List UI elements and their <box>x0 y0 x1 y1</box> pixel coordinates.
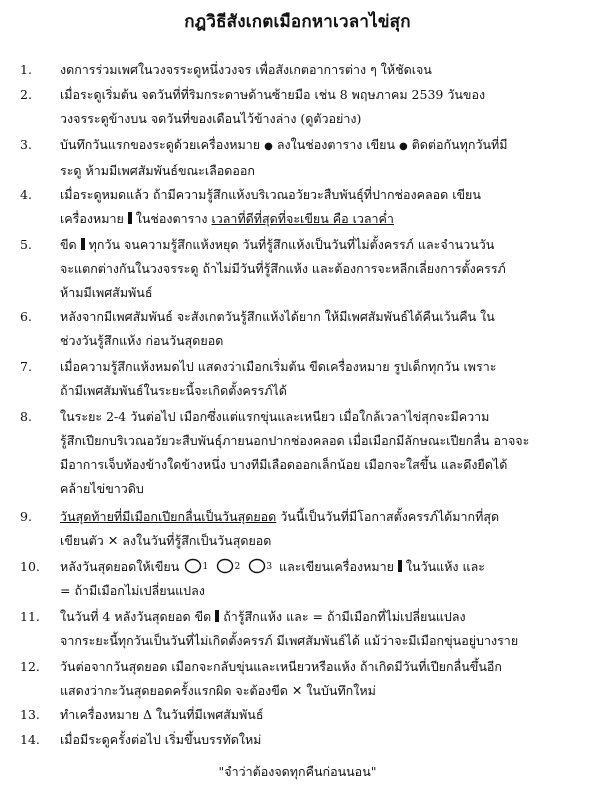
rule-text: ในระยะ 2-4 วันต่อไป เมือกซึ่งแต่แรกขุ่นและเหนียว เมื่อใกล้เวลาไข่สุกจะมีความ <box>60 409 490 424</box>
circle-subscript: 3 <box>266 562 273 572</box>
rule-number: 2. <box>20 87 32 102</box>
rule-1 <box>20 58 580 82</box>
rule-text: รู้สึกเปียกบริเวณอวัยวะสืบพันธุ์ภายนอกปากช่องคลอด เมื่อเมือกมีลักษณะเปียกลื่น อาจจะ <box>60 433 530 448</box>
rule-text: เมื่อระดูเริ่มต้น จดวันที่ที่ริมกระดาษด้านซ้ายมือ เช่น 8 พฤษภาคม 2539 วันของ <box>60 87 486 102</box>
rule-text: ลงในวันที่รู้สึกเป็นวันสุดยอด <box>122 533 272 548</box>
rule-14 <box>20 728 580 752</box>
rule-text: ในบันทึกใหม่ <box>306 683 376 698</box>
rule-text: ห้ามมีเพศสัมพันธ์ <box>60 285 153 300</box>
rule-3 <box>20 133 580 183</box>
rule-number: 14. <box>20 732 40 747</box>
rule-text: วงจรระดูข้างบน จดวันที่ของเดือนไว้ข้างล่าง (ดูตัวอย่าง) <box>60 111 362 126</box>
rule-text: วันนี้เป็นวันที่มีโอกาสตั้งครรภ์ได้มากที่สุด <box>280 509 500 524</box>
rule-text: และเขียนเครื่องหมาย <box>279 559 394 574</box>
rule-text: ในวันแห้ง และ <box>405 559 485 574</box>
rule-11 <box>20 605 580 653</box>
circle-subscript: 1 <box>202 562 209 572</box>
footer-reminder: "จำว่าต้องจดทุกคืนก่อนนอน" <box>218 764 377 779</box>
dry-bar-icon <box>128 212 132 224</box>
rule-2 <box>20 83 580 131</box>
rule-13 <box>20 703 580 727</box>
rule-text: = ถ้ามีเมือกไม่เปลี่ยนแปลง <box>60 583 205 598</box>
rule-text: จะแตกต่างกันในวงจรระดู ถ้าไม่มีวันที่รู้สึกแห้ง และต้องการจะหลีกเลี่ยงการตั้งครรภ์ <box>60 261 506 276</box>
rule-4 <box>20 183 580 231</box>
rule-text: ในวันที่ 4 หลังวันสุดยอด ขีด <box>60 609 212 624</box>
rule-number: 7. <box>20 359 32 374</box>
rule-7 <box>20 355 580 403</box>
dry-bar-icon <box>215 610 219 622</box>
rule-text: งดการร่วมเพศในวงจรระดูหนึ่งวงจร เพื่อสังเกตอาการต่าง ๆ ให้ชัดเจน <box>60 62 432 77</box>
rule-text-underlined: เวลาที่ดีที่สุดที่จะเขียน คือ เวลาค่ำ <box>211 211 394 226</box>
rule-text: เมื่อระดูหมดแล้ว ถ้ามีความรู้สึกแห้งบริเวณอวัยวะสืบพันธุ์ที่ปากช่องคลอด เขียน <box>60 187 481 202</box>
rule-number: 4. <box>20 187 32 202</box>
rule-text: ทำเครื่องหมาย <box>60 707 140 722</box>
rule-text: เครื่องหมาย <box>60 211 124 226</box>
rule-number: 9. <box>20 509 32 524</box>
rule-text: เมื่อมีระดูครั้งต่อไป เริ่มขึ้นบรรทัดใหม่ <box>60 732 262 747</box>
triangle-symbol-icon: Δ <box>143 707 153 722</box>
dry-bar-icon <box>398 560 402 572</box>
rule-number: 10. <box>20 559 40 574</box>
rule-text: ระดู ห้ามมีเพศสัมพันธ์ขณะเลือดออก <box>60 163 255 178</box>
dot-symbol-icon: ● <box>264 141 273 152</box>
rule-number: 1. <box>20 62 32 77</box>
rule-text: ในวันที่มีเพศสัมพันธ์ <box>156 707 264 722</box>
rule-text: แสดงว่ากะวันสุดยอดครั้งแรกผิด จะต้องขีด <box>60 683 288 698</box>
rule-text: ทุกวัน จนความรู้สึกแห้งหยุด วันที่รู้สึกแห้งเป็นวันที่ไม่ตั้งครรภ์ และจำนวนวัน <box>88 237 495 252</box>
dry-bar-icon <box>81 238 85 250</box>
rule-text: หลังวันสุดยอดให้เขียน <box>60 559 180 574</box>
cross-symbol-icon: ✕ <box>291 683 303 698</box>
rule-text: หลังจากมีเพศสัมพันธ์ จะสังเกตวันรู้สึกแห้งได้ยาก ให้มีเพศสัมพันธ์ได้คืนเว้นคืน ใน <box>60 309 495 324</box>
rule-text: บันทึกวันแรกของระดูด้วยเครื่องหมาย <box>60 137 261 152</box>
circle-subscript: 2 <box>234 562 241 572</box>
rule-text: คล้ายไข่ขาวดิบ <box>60 481 144 496</box>
rule-number: 3. <box>20 137 32 152</box>
cross-symbol-icon: ✕ <box>107 533 119 548</box>
dot-symbol-icon: ● <box>398 141 408 152</box>
circle-2-icon <box>216 558 241 574</box>
rule-10 <box>20 555 580 603</box>
rule-text: ถ้ารู้สึกแห้ง และ = ถ้ามีเมือกที่ไม่เปลี่ยนแปลง <box>223 609 466 624</box>
rule-text: เขียนตัว <box>60 533 104 548</box>
rule-number: 5. <box>20 237 32 252</box>
rule-text: วันต่อจากวันสุดยอด เมือกจะกลับขุ่นและเหนียวหรือแห้ง ถ้าเกิดมีวันที่เปียกลื่นขึ้นอีก <box>60 659 502 674</box>
circle-3-icon <box>248 558 273 574</box>
rule-number: 13. <box>20 707 40 722</box>
rule-text: มีอาการเจ็บท้องข้างใดข้างหนึ่ง บางทีมีเลือดออกเล็กน้อย เมือกจะใสขึ้น และดึงยืดได้ <box>60 457 508 472</box>
rule-12 <box>20 655 580 703</box>
rule-text: เมื่อความรู้สึกแห้งหมดไป แสดงว่าเมือกเริ่มต้น ขีดเครื่องหมาย รูปเด็กทุกวัน เพราะ <box>60 359 497 374</box>
rule-8 <box>20 405 580 501</box>
circle-1-icon <box>184 558 209 574</box>
rule-text: ในช่องตาราง <box>135 211 208 226</box>
rule-text: ติดต่อกันทุกวันที่มี <box>411 137 508 152</box>
rule-9 <box>20 505 580 553</box>
rule-text: จากระยะนี้ทุกวันเป็นวันที่ไม่เกิดตั้งครรภ์ มีเพศสัมพันธ์ได้ แม้ว่าจะมีเมือกขุ่นอยู่บางราย <box>60 633 519 648</box>
rule-number: 12. <box>20 659 40 674</box>
rule-number: 6. <box>20 309 32 324</box>
rule-text: ช่วงวันรู้สึกแห้ง ก่อนวันสุดยอด <box>60 333 224 348</box>
rule-6 <box>20 305 580 353</box>
rule-number: 11. <box>20 609 40 624</box>
rule-text-underlined: วันสุดท้ายที่มีเมือกเปียกลื่นเป็นวันสุดยอด <box>60 509 277 524</box>
page-title: กฎวิธีสังเกตเมือกหาเวลาไข่สุก <box>184 12 411 32</box>
rule-5 <box>20 233 580 305</box>
rule-number: 8. <box>20 409 32 424</box>
rule-text: ขีด <box>60 237 77 252</box>
rule-text: ถ้ามีเพศสัมพันธ์ในระยะนี้จะเกิดตั้งครรภ์ได้ <box>60 383 287 398</box>
rule-text: ลงในช่องตาราง เขียน <box>276 137 395 152</box>
